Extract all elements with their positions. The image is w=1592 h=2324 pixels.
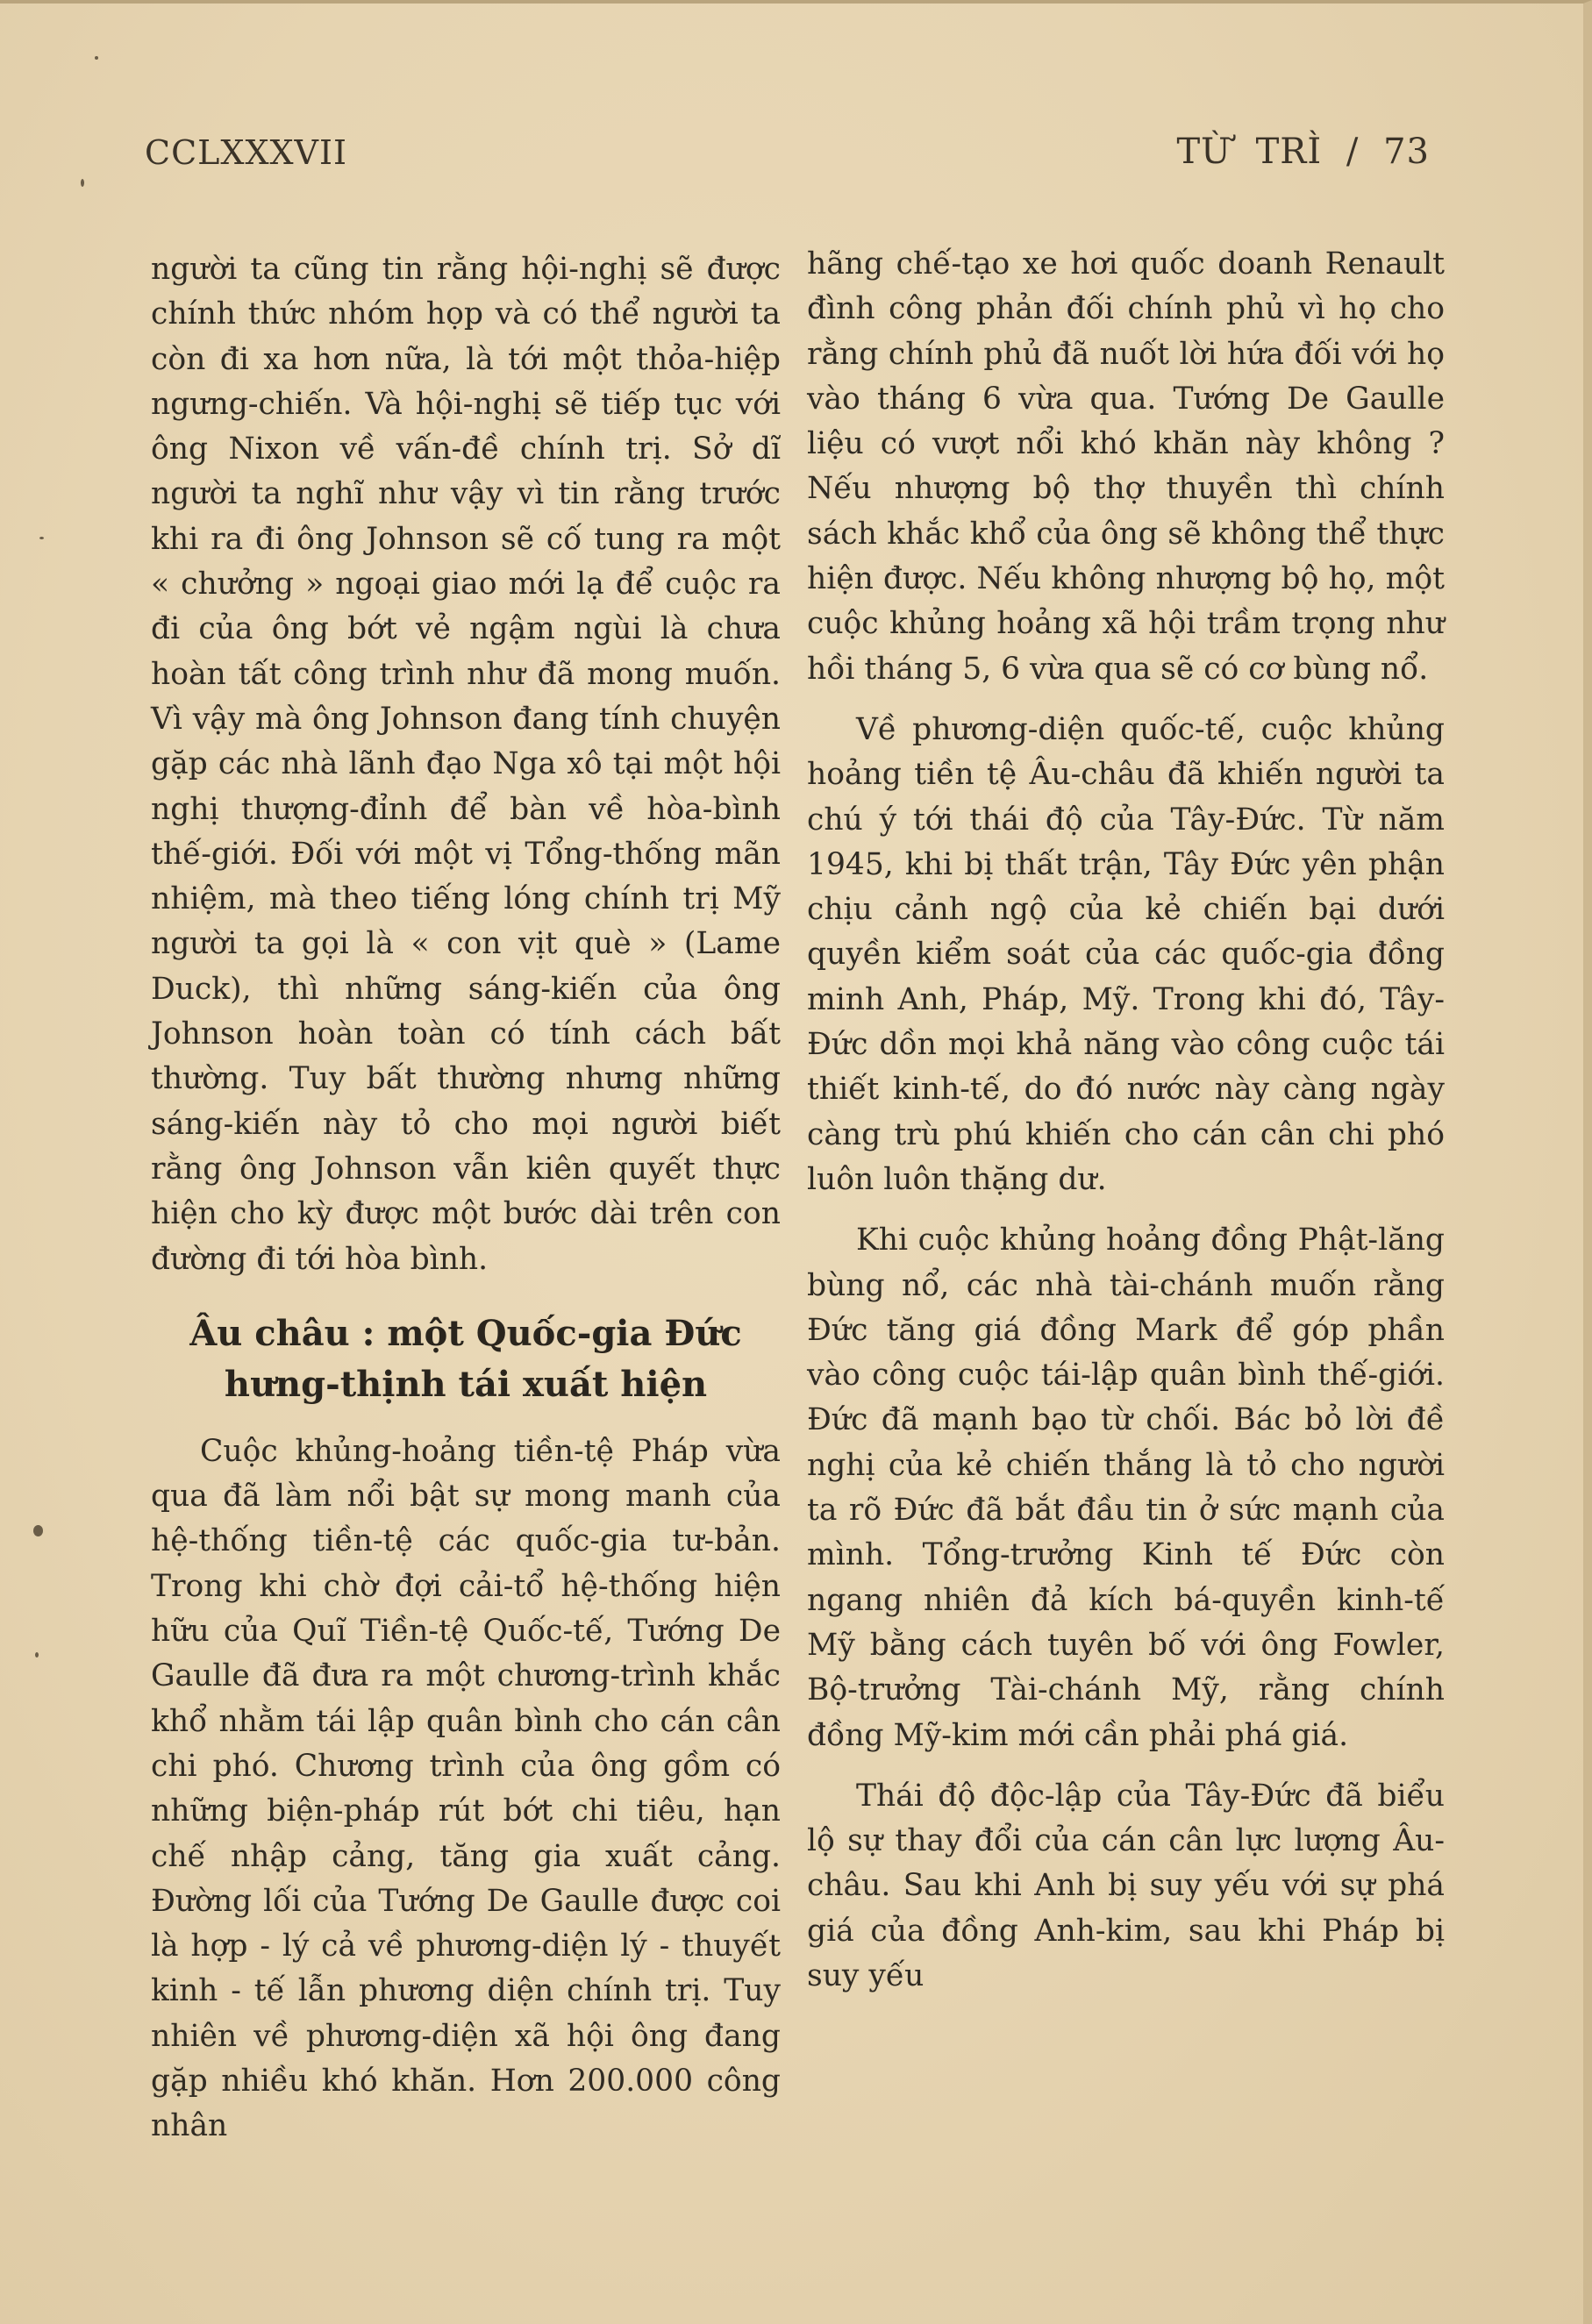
paragraph-gap (807, 1758, 1445, 1774)
left-paragraph-1: người ta cũng tin rằng hội-nghị sẽ được chính thức nhóm họp và có thể người ta còn đi xa hơn nữa, là tới một thỏa-hiệp ngưng-chiến. Và hội-nghị sẽ tiếp tục với ông Nixon về vấn-đề chính trị. Sở dĩ người ta nghĩ như vậy vì tin rằng trước khi ra đi ông Johnson sẽ cố tung ra một « chưởng » ngoại giao mới lạ để cuộc ra đi của ông bớt vẻ ngậm ngùi là chưa hoàn tất công trình như đã mong muốn. Vì vậy mà ông Johnson đang tính chuyện gặp các nhà lãnh đạo Nga xô tại một hội nghị thượng-đỉnh để bàn về hòa-bình thế-giới. Đối với một vị Tổng-thống mãn nhiệm, mà theo tiếng lóng chính trị Mỹ người ta gọi là « con vịt què » (Lame Duck), thì những sáng-kiến của ông Johnson hoàn toàn có tính cách bất thường. Tuy bất thường nhưng những sáng-kiến này tỏ cho mọi người biết rằng ông Johnson vẫn kiên quyết thực hiện cho kỳ được một bước dài trên con đường đi tới hòa bình. (151, 252, 781, 1277)
page-header-title: TỪ TRÌ / 73 (1176, 132, 1430, 172)
right-paragraph-3: Khi cuộc khủng hoảng đồng Phật-lăng bùng nổ, các nhà tài-chánh muốn rằng Đức tăng giá đồng Mark để góp phần vào công cuộc tái-lập quân bình thế-giới. Đức đã mạnh bạo từ chối. Bác bỏ lời đề nghị của kẻ chiến thắng là tỏ cho người ta rõ Đức đã bắt đầu tin ở sức mạnh của mình. Tổng-trưởng Kinh tế Đức còn ngang nhiên đả kích bá-quyền kinh-tế Mỹ bằng cách tuyên bố với ông Fowler, Bộ-trưởng Tài-chánh Mỹ, rằng chính đồng Mỹ-kim mới cần phải phá giá. (807, 1223, 1445, 1753)
ink-speck (81, 179, 84, 187)
right-paragraph-2: Về phương-diện quốc-tế, cuộc khủng hoảng tiền tệ Âu-châu đã khiến người ta chú ý tới thái độ của Tây-Đức. Từ năm 1945, khi bị thất trận, Tây Đức yên phận chịu cảnh ngộ của kẻ chiến bại dưới quyền kiểm soát của các quốc-gia đồng minh Anh, Pháp, Mỹ. Trong khi đó, Tây-Đức dồn mọi khả năng vào công cuộc tái thiết kinh-tế, do đó nước này càng ngày càng trù phú khiến cho cán cân chi phó luôn luôn thặng dư. (807, 711, 1445, 1197)
paragraph-gap (807, 692, 1445, 708)
right-paragraph-1: hãng chế-tạo xe hơi quốc doanh Renault đình công phản đối chính phủ vì họ cho rằng chính phủ đã nuốt lời hứa đối với họ vào tháng 6 vừa qua. Tướng De Gaulle liệu có vượt nổi khó khăn này không ? Nếu nhượng bộ thợ thuyền thì chính sách khắc khổ của ông sẽ không thể thực hiện được. Nếu không nhượng bộ họ, một cuộc khủng hoảng xã hội trầm trọng như hồi tháng 5, 6 vừa qua sẽ có cơ bùng nổ. (807, 246, 1445, 687)
section-numeral: CCLXXXVII (145, 133, 348, 172)
paragraph-gap (807, 1202, 1445, 1218)
left-paragraph-2: Cuộc khủng-hoảng tiền-tệ Pháp vừa qua đã làm nổi bật sự mong manh của hệ-thống tiền-tệ các quốc-gia tư-bản. Trong khi chờ đợi cải-tổ hệ-thống hiện hữu của Quĩ Tiền-tệ Quốc-tế, Tướng De Gaulle đã đưa ra một chương-trình khắc khổ nhằm tái lập quân bình cho cán cân chi phó. Chương trình của ông gồm có những biện-pháp rút bớt chi tiêu, hạn chế nhập cảng, tăng gia xuất cảng. Đường lối của Tướng De Gaulle được coi là hợp - lý cả về phương-diện lý - thuyết kinh - tế lẫn phương diện chính trị. Tuy nhiên về phương-diện xã hội ông đang gặp nhiều khó khăn. Hơn 200.000 công nhân (151, 1433, 781, 2144)
left-column (151, 247, 781, 2149)
ink-speck (39, 537, 44, 539)
ink-speck (35, 1652, 39, 1657)
section-heading (151, 1308, 781, 1410)
right-column (807, 242, 1445, 1999)
ink-speck (33, 1525, 43, 1536)
section-heading-line-1: Âu châu : một Quốc-gia Đức (189, 1312, 742, 1354)
right-paragraph-4: Thái độ độc-lập của Tây-Đức đã biểu lộ sự thay đổi của cán cân lực lượng Âu-châu. Sau khi Anh bị suy yếu với sự phá giá của đồng Anh-kim, sau khi Pháp bị suy yếu (807, 1778, 1445, 1993)
ink-speck (95, 56, 98, 60)
section-heading-line-2: hưng-thịnh tái xuất hiện (224, 1363, 708, 1405)
running-head (0, 128, 1583, 181)
